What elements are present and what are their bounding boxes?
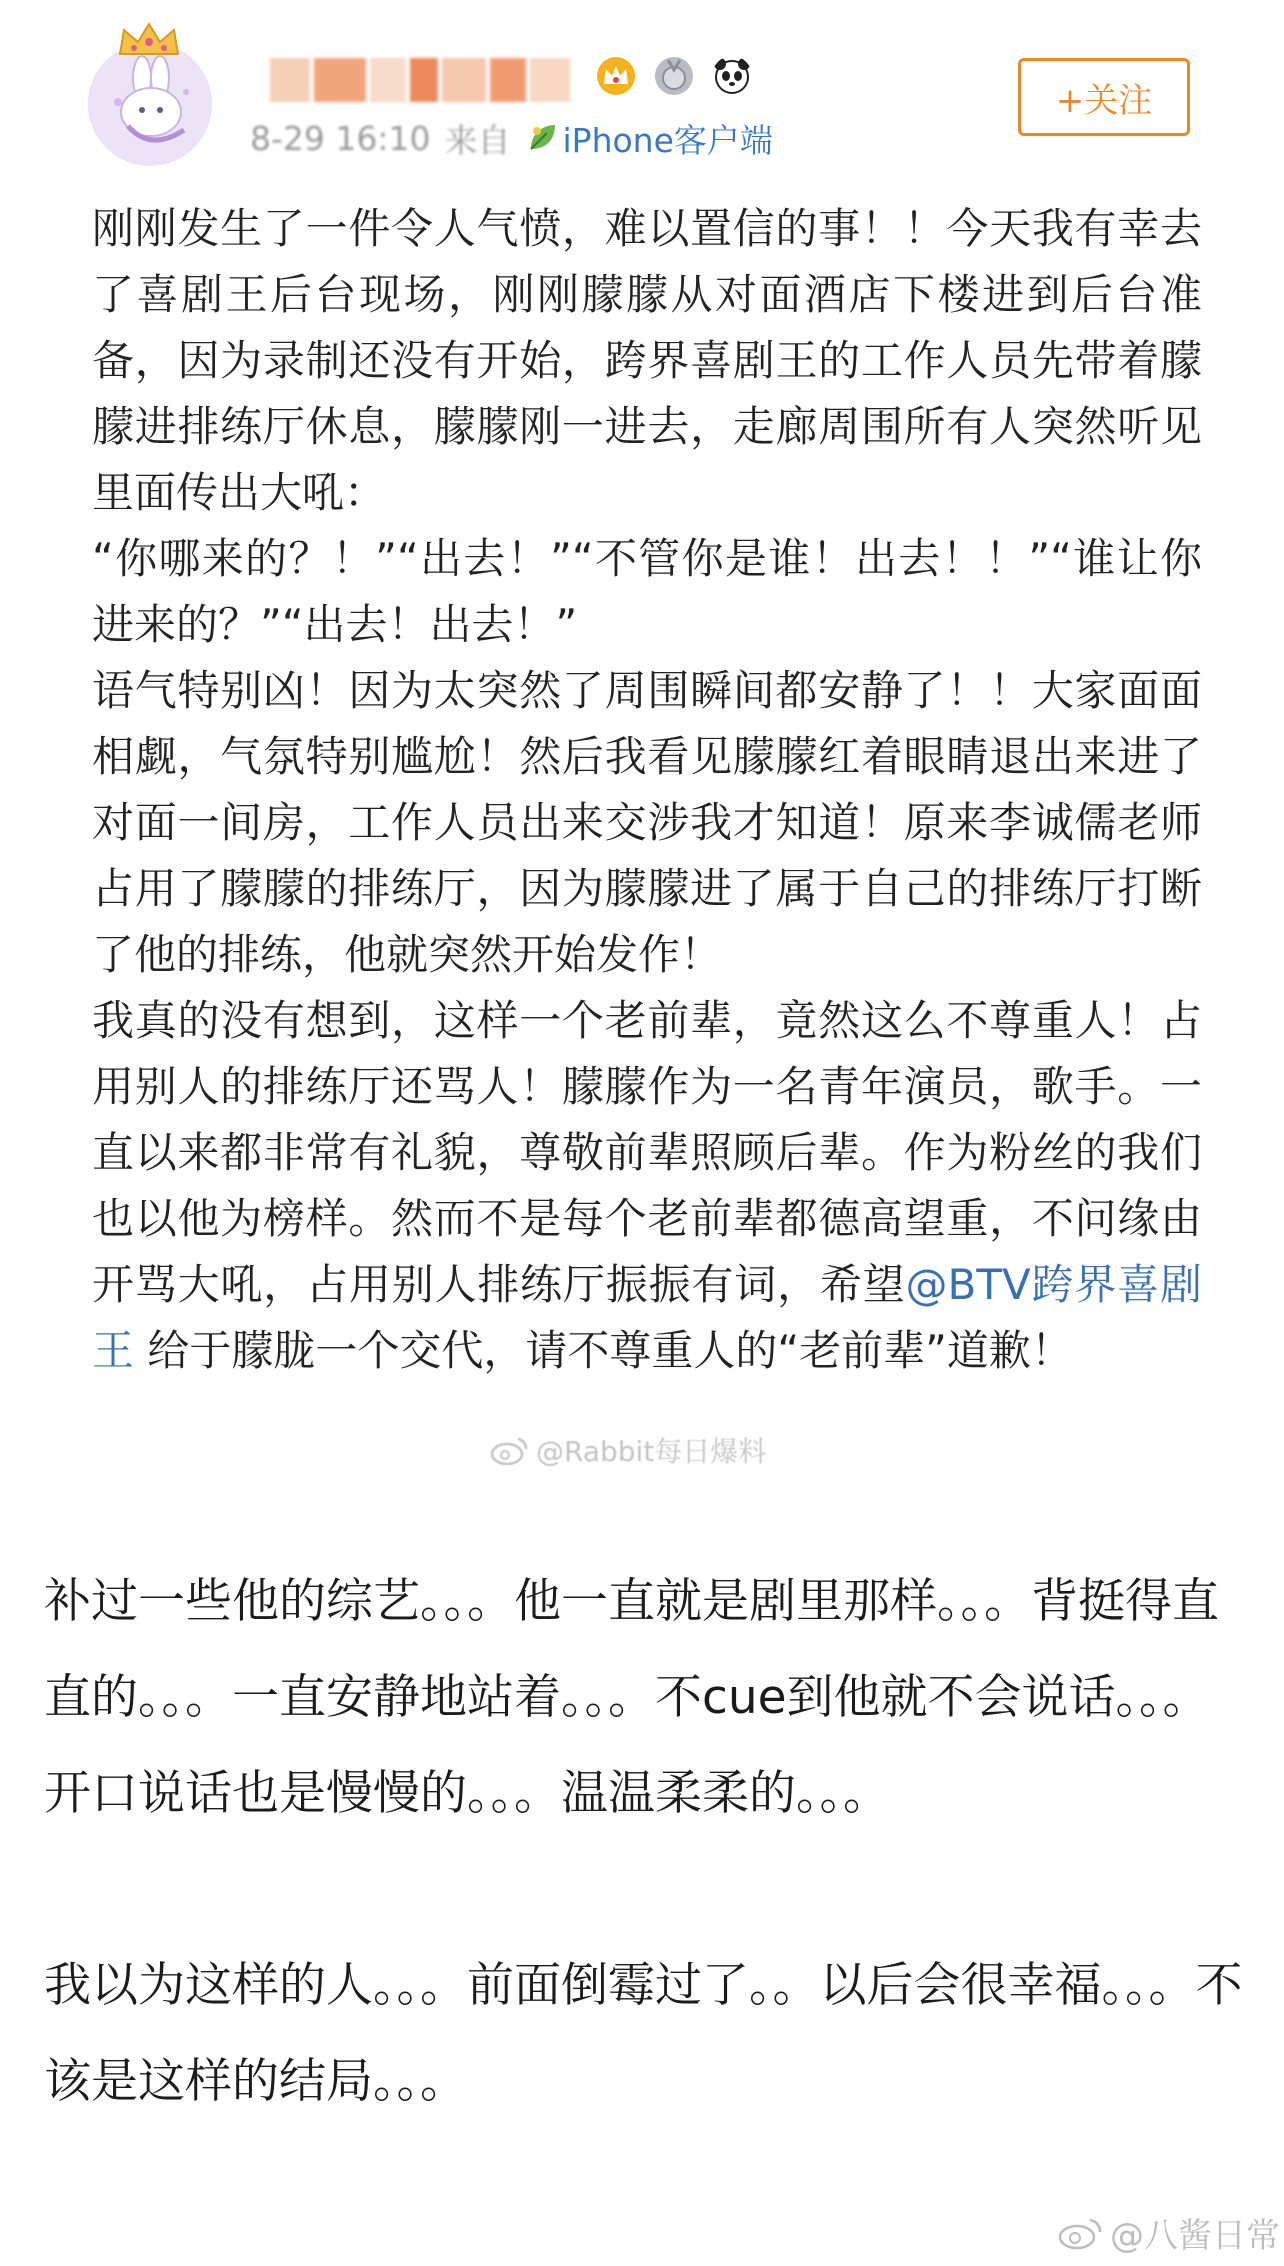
weibo-icon: [490, 1435, 530, 1465]
footer-watermark-text: @八酱日常: [1110, 2216, 1280, 2256]
post-text-after-mention: 给于朦胧一个交代，请不尊重人的“老前辈”道歉！: [134, 1326, 1073, 1375]
avatar[interactable]: [88, 42, 212, 166]
crown-icon: [116, 22, 182, 58]
caption-text: [44, 1554, 1244, 2130]
post-paragraph: [92, 988, 1202, 1384]
weibo-icon: [1058, 2216, 1104, 2250]
caption-spacer: [44, 1842, 1244, 1938]
mention-link[interactable]: @BTV跨界喜剧王: [92, 1260, 1202, 1375]
post-paragraph: 语气特别凶！因为太突然了周围瞬间都安静了！！大家面面相觑，气氛特别尴尬！然后我看见朦朦红着眼睛退出来进了对面一间房，工作人员出来交涉我才知道！原来李诚儒老师占用了朦朦的排练厅，因为朦朦进了属于自己的排练厅打断了他的排练，他就突然开始发作！: [92, 666, 1202, 979]
post-source-prefix: 来自: [444, 120, 511, 160]
post-meta: [250, 118, 773, 158]
caption-paragraph: 补过一些他的综艺。。。他一直就是剧里那样。。。背挺得直直的。。。一直安静地站着。。。不cue到他就不会说话。。。开口说话也是慢慢的。。。温温柔柔的。。。: [44, 1574, 1219, 1821]
footer-watermark: [1058, 2208, 1280, 2257]
post-paragraph: “你哪来的？！”“出去！”“不管你是谁！出去！！”“谁让你进来的？”“出去！出去！”: [92, 534, 1202, 649]
user-badges: [596, 56, 752, 96]
medal-badge-icon[interactable]: [654, 56, 694, 96]
post-watermark: [490, 1430, 766, 1470]
post-text-before-mention: 我真的没有想到，这样一个老前辈，竟然这么不尊重人！占用别人的排练厅还骂人！朦朦作为一名青年演员，歌手。一直以来都非常有礼貌，尊敬前辈照顾后辈。作为粉丝的我们也以他为榜样。然而不是每个老前辈都德高望重，不问缘由开骂大吼，占用别人排练厅振振有词，希望: [92, 996, 1202, 1309]
post-client[interactable]: [525, 115, 773, 162]
post-body: [92, 196, 1202, 1384]
post-client-label[interactable]: iPhone客户端: [562, 120, 773, 160]
post-timestamp: 8-29 16:10: [250, 118, 431, 158]
post-watermark-text: @Rabbit每日爆料: [536, 1435, 767, 1468]
panda-badge-icon[interactable]: [712, 56, 752, 96]
post-paragraph: 刚刚发生了一件令人气愤，难以置信的事！！今天我有幸去了喜剧王后台现场，刚刚朦朦从对面酒店下楼进到后台准备，因为录制还没有开始，跨界喜剧王的工作人员先带着朦朦进排练厅休息，朦朦刚一进去，走廊周围所有人突然听见里面传出大吼：: [92, 204, 1202, 517]
vip-crown-badge-icon[interactable]: [596, 56, 636, 96]
username-blurred[interactable]: [270, 58, 570, 102]
leaf-icon: [525, 121, 559, 155]
bunny-avatar-icon: [88, 42, 212, 166]
follow-button[interactable]: +关注: [1018, 58, 1190, 136]
caption-paragraph: 我以为这样的人。。。前面倒霉过了。。以后会很幸福。。。不该是这样的结局。。。: [44, 1958, 1243, 2109]
